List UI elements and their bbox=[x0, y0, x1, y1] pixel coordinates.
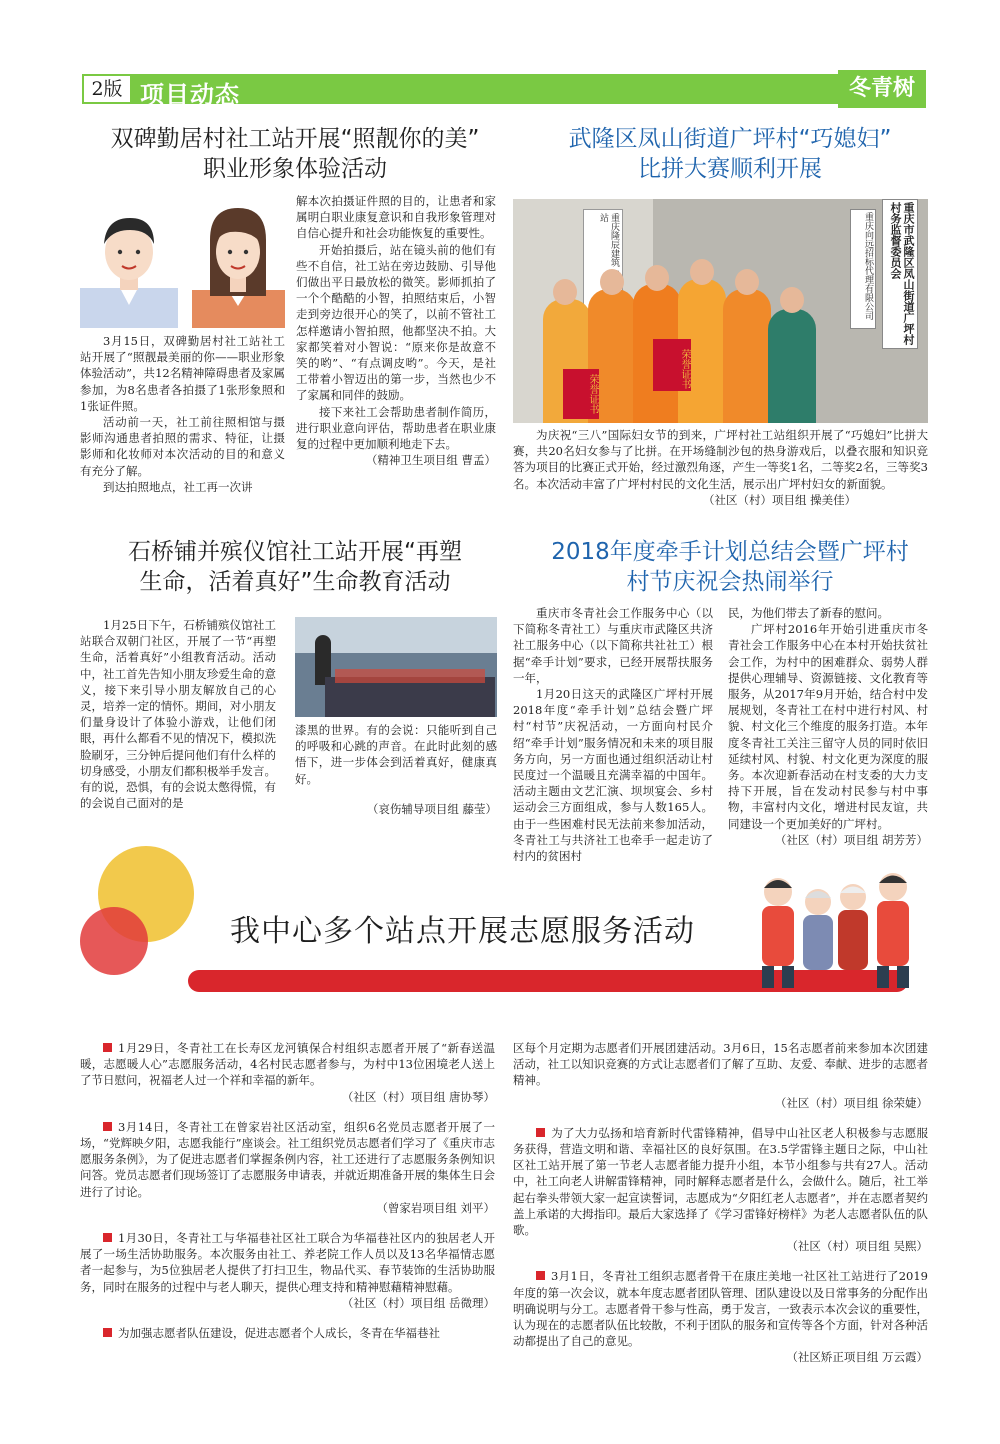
article3-title: 石桥铺并殡仪馆社工站开展“再塑 生命，活着真好”生命教育活动 bbox=[128, 539, 462, 595]
decorative-circles bbox=[78, 842, 198, 977]
article3-col1: 1月25日下午，石桥铺殡仪馆社工站联合双朝门社区，开展了一节“再塑生命，活着真好”小组教育活动。活动中，社工首先告知小朋友珍爱生命的意义，接下来引导小朋友解放自己的心灵，培养一定的情怀。期间，对小朋友们量身设计了体验小游戏，让他们闭眼，再什么都看不见的情况下，模拟洗脸刷牙，三分钟后提问他们有什么样的切身感受，小朋友们都积极举手发言。有的说，恐惧，有的会说太憋得慌，有的会说自己面对的是 bbox=[80, 618, 276, 811]
page-header bbox=[82, 74, 926, 109]
bullet-icon bbox=[103, 1043, 112, 1052]
article1-col1: 3月15日，双碑勤居村社工站社工站开展了“照靓最美丽的你——职业形象体验活动”，共12名精神障碍患者及家属参加，为8名患者各拍摄了1张形象照和1张证件照。 活动前一天，社工前往照相馆与摄影师沟通患者拍照的需求、特征，让摄影师和化妆师对本次活动的目的和意义有充分了解。 到达拍照地点，社工再一次讲 bbox=[80, 334, 285, 494]
honor-certificate: 荣誉证书 bbox=[563, 369, 599, 419]
volunteers-elderly-illustration bbox=[748, 852, 923, 1002]
volunteer-item: 为了大力弘扬和培育新时代雷锋精神，倡导中山社区老人积极参与志愿服务获得，营造文明和谐、幸福社区的良好氛围。在3.5学雷锋主题日之际，中山社区社工站开展了第一节老人志愿者能力提升小组，本节小组参与共有27人。活动中，社工向老人讲解雷锋精神，同时解释志愿者是什么，会做什么。随后，社工举起右拳头带领大家一起宣读誓词，志愿成为“夕阳红老人志愿者”，并在志愿者契约盖上承诺的大拇指印。最后大家选择了《学习雷锋好榜样》为老人志愿者队伍的队歌。 bbox=[513, 1125, 928, 1238]
bullet-icon bbox=[103, 1328, 112, 1337]
volunteer-item: 为加强志愿者队伍建设，促进志愿者个人成长，冬青在华福巷社 bbox=[80, 1325, 495, 1341]
bullet-icon bbox=[103, 1233, 112, 1242]
door-sign-mid: 重庆向远招标代理有限公司 bbox=[850, 209, 876, 329]
article4-col1: 重庆市冬青社会工作服务中心（以下简称冬青社工）与重庆市武隆区共济社工服务中心（以下简称共社社工）根据“牵手计划”要求，已经开展帮扶服务一年， 1月20日这天的武隆区广坪村开展2018年度“牵手计划”总结会暨广坪村“村节”庆祝活动，一方面向村民介绍“牵手计划”服务情况和未来的项目服务方向，另一方面也通过组织活动让村民度过一个温暖且充满幸福的中国年。活动主题由文艺汇演、坝坝宴会、乡村运动会三方面组成，参与人数165人。由于一些困难村民无法前来参加活动，冬青社工与共济社工也牵手一起走访了村内的贫困村 bbox=[513, 606, 713, 864]
volunteer-item: 3月1日，冬青社工组织志愿者骨干在康庄美地一社区社工站进行了2019年度的第一次会议，就本年度志愿者团队管理、团队建设以及日常事务的分配作出明确说明与分工。志愿者骨干参与性高，勇于发言，一致表示本次会议的重要性，认为现在的志愿者队伍比较散，不利于团队的服务和宣传等各个方面，针对各种活动都提出了自己的意见。 bbox=[513, 1269, 928, 1349]
bullet-icon bbox=[536, 1271, 545, 1280]
article4-title: 2018年度牵手计划总结会暨广坪村 村节庆祝会热闹举行 bbox=[551, 539, 909, 595]
honor-certificate: 荣誉证书 bbox=[653, 339, 691, 391]
article3-col2: 漆黑的世界。有的会说：只能听到自己的呼吸和心跳的声音。在此时此刻的感悟下，进一步体会到活着真好，健康真好。 （哀伤辅导项目组 藤莹） bbox=[295, 723, 497, 816]
women-contest-photo bbox=[513, 199, 928, 423]
volunteer-banner-title: 我中心多个站点开展志愿服务活动 bbox=[230, 914, 695, 949]
volunteer-col1: 1月29日，冬青社工在长寿区龙河镇保合村组织志愿者开展了“新春送温暖，志愿暖人心”志愿服务活动，4名村民志愿者参与，为村中13位困境老人送上了节日慰问，祝福老人过一个祥和幸福的新年。 （社区（村）项目组 唐协琴） 3月14日，冬青社工在曾家岩社区活动室，组织6名党员志愿者开展了一场，“党辉映夕阳，志愿我能行”座谈会。社工组织党员志愿者们学习了《重庆市志愿服务条例》，为了促进志愿者们掌握条例内容，社工还进行了志愿服务条例知识问答。党员志愿者们现场签订了志愿服务申请表，并就近期准备开展的集体生日会进行了讨论。 （曾家岩项目组 刘平） 1月30日，冬青社工与华福巷社区社工联合为华福巷社区内的独居老人开展了一场生活协助服务。本次服务由社工、养老院工作人员以及13名华福情志愿者一起参与，为5位独居老人提供了打扫卫生，物品代买、春节装饰的生活协助服务，同时在服务的过程中与老人聊天，提供心理支持和精神慰藉精神慰藉。 （社区（村）项目组 岳微理） 为加强志愿者队伍建设，促进志愿者个人成长，冬青在华福巷社 bbox=[80, 1041, 495, 1341]
article2-body: 为庆祝“三八”国际妇女节的到来，广坪村社工站组织开展了“巧媳妇”比拼大赛，共20名妇女参与了比拼。在开场缝制沙包的热身游戏后，以叠衣服和知识竞答为项目的比赛正式开始，经过激烈角逐，产生一等奖1名，二等奖2名，三等奖3名。本次活动丰富了广坪村村民的文化生活，展示出广坪村妇女的新面貌。 （社区（村）项目组 操美佳） bbox=[513, 428, 928, 507]
door-sign-left: 重庆隆辰建筑 站 bbox=[583, 209, 623, 319]
article4-col2: 民，为他们带去了新春的慰问。 广坪村2016年开始引进重庆市冬青社会工作服务中心在本村开始扶贫社会工作，为村中的困难群众、弱势人群提供心理辅导、资源链接、文化教育等服务，从2017年9月开始，结合村中发展规划，冬青社工在村中进行村风、村貌、村文化三个维度的服务打造。本年度冬青社工关注三留守人员的同时依旧延续村风、村貌、村文化更为深度的服务。本次迎新春活动在村支委的大力支持下开展，旨在发动村民参与村中事物，丰富村内文化，增进村民友谊，共同建设一个更加美好的广坪村。 （社区（村）项目组 胡芳芳） bbox=[728, 606, 928, 847]
door-sign-right: 重庆市武隆区凤山街道广坪村村务监督委员会 bbox=[882, 199, 918, 349]
bullet-icon bbox=[103, 1122, 112, 1131]
page-number: 2版 bbox=[82, 74, 132, 104]
classroom-photo bbox=[295, 617, 497, 717]
couple-cartoon-illustration bbox=[80, 200, 285, 328]
article1-title: 双碑勤居村社工站开展“照靓你的美” 职业形象体验活动 bbox=[110, 126, 480, 182]
bullet-icon bbox=[536, 1128, 545, 1137]
volunteer-item: 1月30日，冬青社工与华福巷社区社工联合为华福巷社区内的独居老人开展了一场生活协助服务。本次服务由社工、养老院工作人员以及13名华福情志愿者一起参与，为5位独居老人提供了打扫卫生，物品代买、春节装饰的生活协助服务，同时在服务的过程中与老人聊天，提供心理支持和精神慰藉精神慰藉。 bbox=[80, 1231, 495, 1294]
section-title: 项目动态 bbox=[140, 81, 240, 109]
volunteer-item: 1月29日，冬青社工在长寿区龙河镇保合村组织志愿者开展了“新春送温暖，志愿暖人心”志愿服务活动，4名村民志愿者参与，为村中13位困境老人送上了节日慰问，祝福老人过一个祥和幸福的新年。 bbox=[80, 1041, 495, 1088]
volunteer-col2: 区每个月定期为志愿者们开展团建活动。3月6日，15名志愿者前来参加本次团建活动，社工以知识竞赛的方式让志愿者们了解了互助、友爱、奉献、进步的志愿者精神。 （社区（村）项目组 徐荣婕） 为了大力弘扬和培育新时代雷锋精神，倡导中山社区老人积极参与志愿服务获得，营造文明和谐、幸福社区的良好氛围。在3.5学雷锋主题日之际，中山社区社工站开展了第一节老人志愿者能力提升小组，本节小组参与共有27人。活动中，社工向老人讲解雷锋精神，同时解释志愿者是什么，会做什么。随后，社工举起右拳头带领大家一起宣读誓词，志愿成为“夕阳红老人志愿者”，并在志愿者契约盖上承诺的大拇指印。最后大家选择了《学习雷锋好榜样》为老人志愿者队伍的队歌。 （社区（村）项目组 吴熙） 3月1日，冬青社工组织志愿者骨干在康庄美地一社区社工站进行了2019年度的第一次会议，就本年度志愿者团队管理、团队建设以及日常事务的分配作出明确说明与分工。志愿者骨干参与性高，勇于发言，一致表示本次会议的重要性，认为现在的志愿者队伍比较散，不利于团队的服务和宣传等各个方面，针对各种活动都提出了自己的意见。 （社区矫正项目组 万云霞） bbox=[513, 1041, 928, 1365]
article1-col2: 解本次拍摄证件照的目的，让患者和家属明白职业康复意识和自我形象管理对自信心提升和社会功能恢复的重要性。 开始拍摄后，站在镜头前的他们有些不自信，社工站在旁边鼓励、引导他们做出平日最放松的微笑。影师抓拍了一个个酷酷的小智，拍照结束后，小智走到旁边很开心的笑了，以前不管社工怎样邀请小智拍照，他都坚决不拍。大家都笑着对小智说：“原来你是故意不笑的哟”、“有点调皮哟”。今天，是社工带着小智迈出的第一步，当然也少不了家属和同伴的鼓励。 接下来社工会帮助患者制作简历，进行职业意向评估，帮助患者在职业康复的过程中更加顺利地走下去。 （精神卫生项目组 曹孟） bbox=[296, 194, 496, 468]
article2-title: 武隆区凤山街道广坪村“巧媳妇” 比拼大赛顺利开展 bbox=[568, 126, 892, 182]
brand-logo: 冬青树 bbox=[838, 70, 926, 108]
volunteer-item: 3月14日，冬青社工在曾家岩社区活动室，组织6名党员志愿者开展了一场，“党辉映夕阳，志愿我能行”座谈会。社工组织党员志愿者们学习了《重庆市志愿服务条例》，为了促进志愿者们掌握条例内容，社工还进行了志愿服务条例知识问答。党员志愿者们现场签订了志愿服务申请表，并就近期准备开展的集体生日会进行了讨论。 bbox=[80, 1119, 495, 1199]
